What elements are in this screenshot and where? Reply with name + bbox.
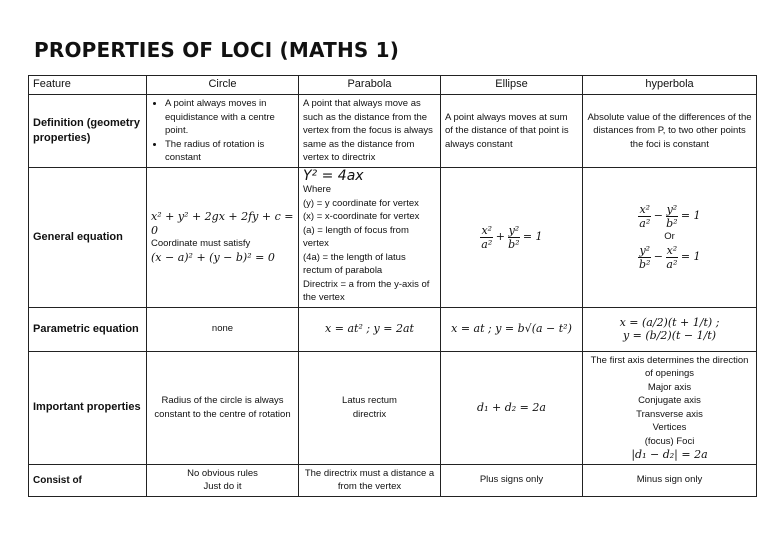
- list-item: • The radius of rotation is constant: [165, 138, 294, 165]
- general-hyperbola: [583, 167, 757, 307]
- table-row: [29, 464, 757, 496]
- definition-hyperbola: Absolute value of the differences of the distances from P, to two other points the foci is constant: [583, 95, 757, 168]
- fraction: $\frac{\text{x²}}{\text{a²}}$: [639, 203, 651, 231]
- row-label-parametric: Parametric equation: [29, 307, 147, 351]
- general-ellipse: $\frac{\text{x²}}{\text{a²}}$ + $\frac{\text{y²}}{\text{b²}}$ = 1: [441, 167, 583, 307]
- hyperbola-equation-b: $\frac{\text{y²}}{\text{b²}}$ − $\frac{\text{x²}}{\text{a²}}$ = 1: [639, 243, 701, 271]
- list-item: The first axis determines the direction of openings: [590, 354, 749, 379]
- fraction: $\frac{\text{y²}}{\text{b²}}$: [508, 223, 520, 251]
- important-parabola: [299, 351, 441, 464]
- circle-note: Coordinate must satisfy: [151, 238, 251, 249]
- definition-parabola: A point that always move as such as the distance from the vertex from the focus is always same as the distance from vertex to directrix: [299, 95, 441, 168]
- list-item: Vertices: [652, 422, 687, 433]
- hyperbola-param-y: y = (b/2)(t − 1/t): [622, 329, 717, 342]
- definition-ellipse: A point always moves at sum of the distance of that point is always constant: [441, 95, 583, 168]
- loci-table: [28, 75, 757, 497]
- consist-ellipse: Plus signs only: [441, 464, 583, 496]
- parametric-hyperbola: [583, 307, 757, 351]
- row-label-definition: Definition (geometry properties): [29, 95, 147, 168]
- hyperbola-or: Or: [664, 231, 675, 243]
- header-hyperbola: hyperbola: [583, 76, 757, 95]
- definition-circle: [147, 95, 299, 168]
- list-item: • A point always moves in equidistance with a centre point.: [165, 97, 294, 138]
- list-item: |d₁ − d₂| = 2a: [631, 448, 708, 461]
- table-row: [29, 95, 757, 168]
- table-row: [29, 167, 757, 307]
- table-row: [29, 307, 757, 351]
- list-item: (x) = x-coordinate for vertex: [303, 211, 420, 222]
- important-ellipse: d₁ + d₂ = 2a: [441, 351, 583, 464]
- list-item: Latus rectum: [342, 395, 397, 406]
- circle-standard-equation: (x − a)² + (y − b)² = 0: [151, 250, 275, 264]
- consist-hyperbola: Minus sign only: [583, 464, 757, 496]
- table-row: [29, 351, 757, 464]
- fraction: $\frac{\text{x²}}{\text{a²}}$: [481, 223, 493, 251]
- consist-circle: [147, 464, 299, 496]
- header-row: [29, 76, 757, 95]
- list-item: (y) = y coordinate for vertex: [303, 197, 419, 209]
- list-item: Transverse axis: [636, 408, 703, 420]
- header-feature: Feature: [29, 76, 147, 95]
- row-label-consist: Consist of: [29, 464, 147, 496]
- parametric-parabola: x = at² ; y = 2at: [299, 307, 441, 351]
- fraction: $\frac{\text{y²}}{\text{b²}}$: [666, 203, 678, 231]
- list-item: Directrix = a from the y-axis of the vertex: [303, 278, 430, 303]
- list-item: No obvious rules: [187, 467, 258, 479]
- list-item: Major axis: [647, 381, 692, 393]
- circle-general-equation: x² + y² + 2gx + 2fy + c = 0: [151, 210, 294, 237]
- fraction: $\frac{\text{y²}}{\text{b²}}$: [639, 243, 651, 271]
- parametric-circle: none: [147, 307, 299, 351]
- parabola-equation: Y² = 4ax: [303, 167, 364, 184]
- row-label-general: General equation: [29, 167, 147, 307]
- hyperbola-param-x: x = (a/2)(t + 1/t) ;: [619, 315, 720, 329]
- general-circle: [147, 167, 299, 307]
- list-item: Just do it: [203, 481, 242, 492]
- list-item: Conjugate axis: [638, 395, 701, 406]
- hyperbola-equation-a: $\frac{\text{x²}}{\text{a²}}$ − $\frac{\text{y²}}{\text{b²}}$ = 1: [639, 203, 701, 231]
- page-title: PROPERTIES OF LOCI (MATHS 1): [34, 38, 400, 62]
- header-ellipse: Ellipse: [441, 76, 583, 95]
- list-item: (4a) = the length of latus rectum of parabola: [303, 251, 406, 276]
- row-label-important: Important properties: [29, 351, 147, 464]
- fraction: $\frac{\text{x²}}{\text{a²}}$: [666, 243, 678, 271]
- list-item: (a) = length of focus from vertex: [303, 224, 409, 249]
- list-item: directrix: [352, 408, 387, 420]
- header-parabola: Parabola: [299, 76, 441, 95]
- parametric-ellipse: x = at ; y = b√(a − t²): [441, 307, 583, 351]
- list-item: (focus) Foci: [644, 435, 695, 447]
- list-item: Where: [303, 184, 331, 195]
- important-hyperbola: [583, 351, 757, 464]
- consist-parabola: The directrix must a distance a from the vertex: [299, 464, 441, 496]
- important-circle: Radius of the circle is always constant to the centre of rotation: [147, 351, 299, 464]
- header-circle: Circle: [147, 76, 299, 95]
- general-parabola: [299, 167, 441, 307]
